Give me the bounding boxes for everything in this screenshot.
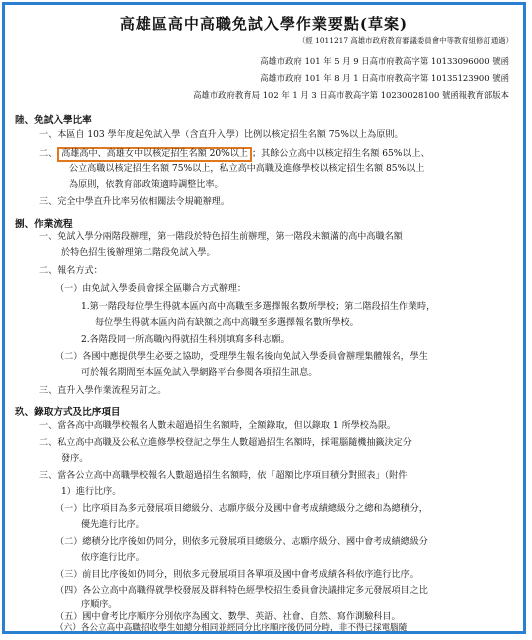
ranking-point-4-line-1: （四）各公立高中高職得就學校發展及群科特色經學校招生委員會決議排定多元發展項目之比 xyxy=(55,586,428,596)
admission-item-3-line-1: 三、當各公立高中高職學校報名人數超過招生名額時，依「超額比序項目積分對照表」（附件 xyxy=(39,471,408,481)
ranking-point-2-line-2: 依序進行比序。 xyxy=(81,553,145,563)
process-item-2: 二、報名方式： xyxy=(39,266,103,276)
process-sub-1: （一）由免試入學委員會採全區聯合方式辦理： xyxy=(55,284,246,294)
ranking-point-1-line-1: （一）比序項目為多元發展項目總級分、志願序級分及國中會考成績總級分之總和為總積分， xyxy=(55,504,428,514)
revision-note: （經 1011217 高雄市政府教育審議委員會中等教育組修訂通過） xyxy=(298,36,513,45)
admission-item-2-line-1: 二、私立高中高職及公私立進修學校登記之學生人數超過招生名額時，採電腦隨機抽籤決定分 xyxy=(39,438,412,448)
document-page xyxy=(5,5,523,631)
ratio-item-3: 三、完全中學直升比率另依相關法令規範辦理。 xyxy=(39,197,230,207)
admission-item-1: 一、當各高中高職學校報名人數未超過招生名額時，全額錄取，但以錄取 1 所學校為限。 xyxy=(39,421,397,431)
ratio-item-2-line-1 xyxy=(39,147,430,162)
process-item-1-line-2: 於特色招生後辦理第二階段免試入學。 xyxy=(61,248,216,258)
ranking-point-1-line-2: 優先進行比序。 xyxy=(81,520,145,530)
document-title: 高雄區高中高職免試入學作業要點(草案) xyxy=(119,15,409,33)
ranking-point-3: （三）前目比序後如仍同分，則依多元發展項目各單項及國中會考成績各科依序進行比序。 xyxy=(55,570,419,580)
ratio-item-2-rest: ；其餘公立高中以核定招生名額 65%以上、 xyxy=(252,149,430,159)
process-sub-1-2: 2.各階段同一所高職內得就招生科別填寫多科志願。 xyxy=(81,335,290,345)
section-heading-process: 捌、作業流程 xyxy=(15,219,73,230)
ratio-item-2-line-2: 公立高職以核定招生名額 75%以上，私立高中高職及進修學校以核定招生名額 85%以上 xyxy=(69,164,425,174)
admission-item-2-line-2: 發序。 xyxy=(61,454,89,464)
process-item-1-line-1: 一、免試入學分兩階段辦理，第一階段於特色招生前辦理，第一階段未額滿的高中高職名額 xyxy=(39,232,403,242)
section-heading-ratio: 陸、免試入學比率 xyxy=(15,115,92,126)
reference-line-2: 高雄市政府 101 年 8 月 1 日高市府教高字第 10135123900 號函 xyxy=(260,73,509,83)
ratio-item-2-prefix: 二、 xyxy=(39,149,58,159)
reference-line-3: 高雄市政府教育局 102 年 1 月 3 日高市教高字第 10230028100 號函報教育部版本 xyxy=(193,90,509,100)
reference-line-1: 高雄市政府 101 年 5 月 9 日高市府教高字第 10133096000 號函 xyxy=(260,56,509,66)
ratio-item-1: 一、本區自 103 學年度起免試入學（含直升入學）比例以核定招生名額 75%以上為原則。 xyxy=(39,130,404,140)
ranking-point-4-line-2: 序順序。 xyxy=(81,600,118,610)
process-sub-1-1-line-1: 1.第一階段每位學生得就本區內高中高職至多選擇報名數所學校；第二階段招生作業時， xyxy=(81,302,436,312)
process-item-3: 三、直升入學作業流程另訂之。 xyxy=(39,386,167,396)
ranking-point-5: （五）國中會考比序順序分別依序為國文、數學、英語、社會、自然、寫作測驗科目。 xyxy=(55,612,401,622)
process-sub-2-line-2: 可於報名期間至本區免試入學網路平台參閱各項招生訊息。 xyxy=(81,368,318,378)
highlighted-quota-text: 高雄高中、高雄女中以核定招生名額 20%以上 xyxy=(57,147,252,162)
ranking-point-2-line-1: （二）總積分比序後如仍同分，則依多元發展項目總級分、志願序級分、國中會考成績總級分 xyxy=(55,537,428,547)
admission-item-3-line-2: 1）進行比序。 xyxy=(61,487,122,497)
ranking-point-6-line-1: （六）各公立高中高職招收學生如總分相同並經同分比序順序後仍同分時，非不得已採電腦隨 xyxy=(55,623,408,633)
section-heading-admission: 玖、錄取方式及比序項目 xyxy=(15,407,121,418)
document-frame xyxy=(2,2,526,634)
process-sub-1-1-line-2: 每位學生得就本區內尚有缺額之高中高職至多選擇報名數所學校。 xyxy=(95,318,359,328)
process-sub-2-line-1: （二）各國中應提供學生必要之協助，受理學生報名後向免試入學委員會辦理集體報名，學生 xyxy=(55,352,428,362)
ratio-item-2-line-3: 為原則，依教育部政策適時調整比率。 xyxy=(69,180,224,190)
